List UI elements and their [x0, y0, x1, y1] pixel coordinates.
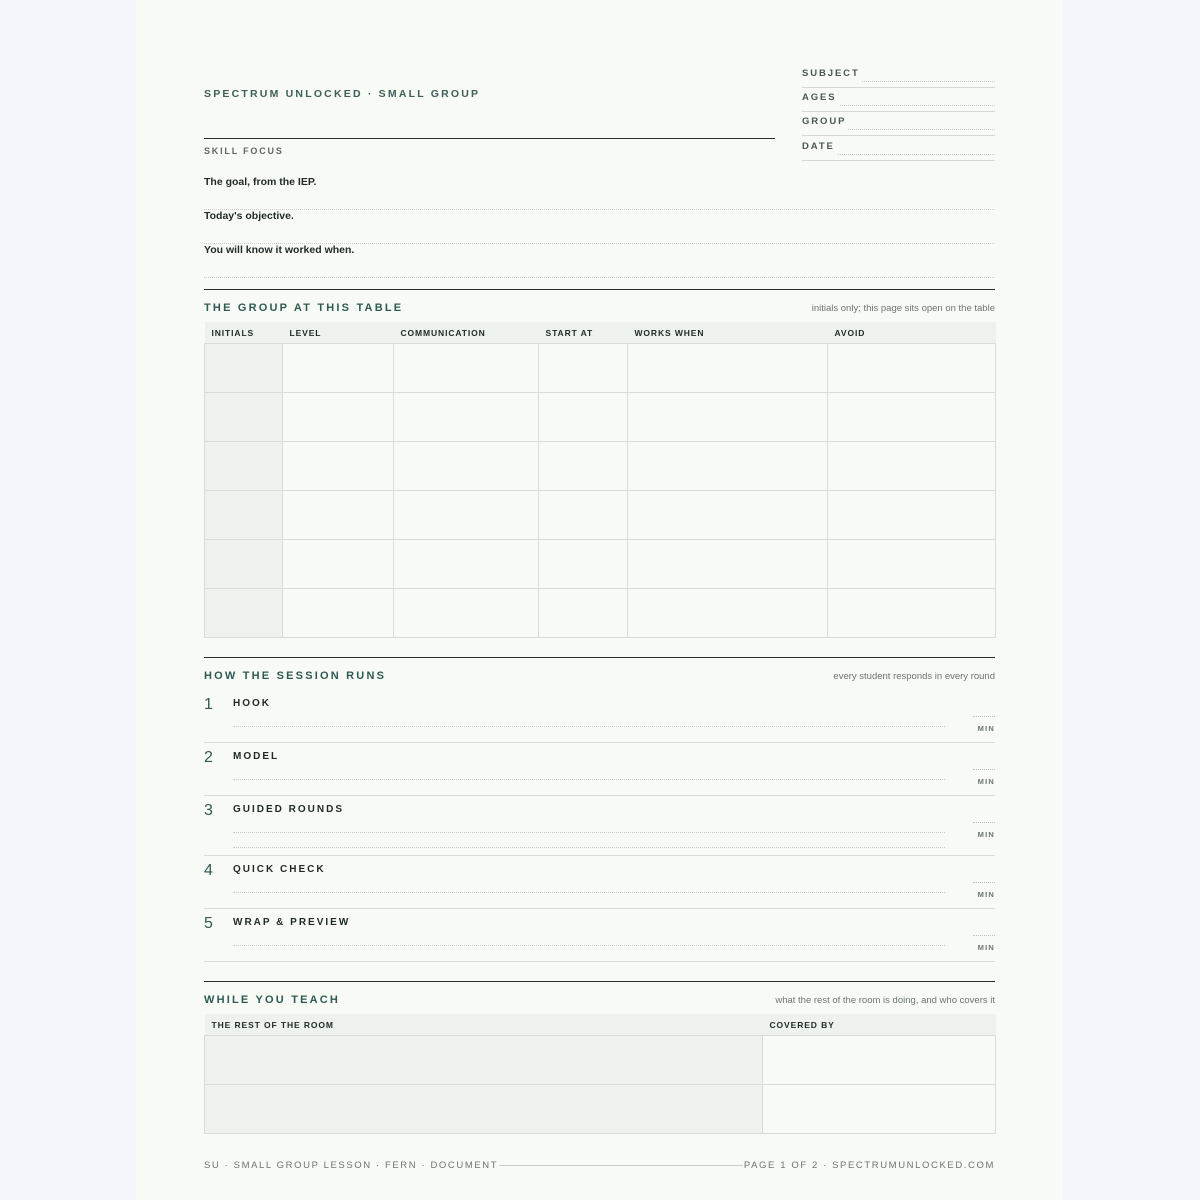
goal-objective[interactable] [204, 210, 995, 244]
meta-subject-label: SUBJECT [802, 68, 860, 79]
table-row [205, 442, 996, 491]
col-communication: COMMUNICATION [394, 322, 539, 344]
lesson-plan-page [136, 0, 1063, 1200]
footer-divider [499, 1165, 743, 1166]
step-label: HOOK [233, 698, 271, 709]
table-row [205, 393, 996, 442]
meta-group [802, 116, 995, 130]
section-rule [204, 289, 995, 290]
footer-right: PAGE 1 OF 2 · SPECTRUMUNLOCKED.COM [743, 1160, 995, 1171]
table-cell[interactable] [628, 344, 828, 393]
session-step[interactable] [204, 749, 995, 796]
min-label: MIN [977, 830, 995, 839]
session-section-title: HOW THE SESSION RUNS [204, 670, 387, 682]
teach-section-note: what the rest of the room is doing, and who covers it [775, 995, 995, 1006]
section-rule [204, 657, 995, 658]
min-label: MIN [977, 890, 995, 899]
col-rest-of-room: THE REST OF THE ROOM [205, 1014, 763, 1036]
covered-by-cell[interactable] [763, 1036, 996, 1085]
session-section-note: every student responds in every round [833, 671, 995, 682]
table-cell[interactable] [828, 540, 996, 589]
step-label: WRAP & PREVIEW [233, 917, 351, 928]
table-cell[interactable] [283, 589, 394, 638]
footer-left: SU · SMALL GROUP LESSON · FERN · DOCUMENT [204, 1160, 499, 1171]
teach-section-title: WHILE YOU TEACH [204, 994, 341, 1006]
min-label: MIN [977, 943, 995, 952]
session-step[interactable] [204, 696, 995, 743]
table-cell[interactable] [828, 393, 996, 442]
table-cell[interactable] [539, 589, 628, 638]
table-cell[interactable] [394, 344, 539, 393]
table-row [205, 491, 996, 540]
goal-iep-label: The goal, from the IEP. [204, 176, 317, 188]
col-initials: INITIALS [205, 322, 283, 344]
step-label: QUICK CHECK [233, 864, 326, 875]
table-cell[interactable] [205, 540, 283, 589]
table-cell[interactable] [283, 344, 394, 393]
table-cell[interactable] [539, 344, 628, 393]
col-covered-by: COVERED BY [763, 1014, 996, 1036]
table-cell[interactable] [394, 540, 539, 589]
step-number: 2 [204, 749, 213, 766]
goal-success[interactable] [204, 244, 995, 278]
col-works-when: WORKS WHEN [628, 322, 828, 344]
table-cell[interactable] [539, 491, 628, 540]
col-level: LEVEL [283, 322, 394, 344]
table-row [205, 344, 996, 393]
group-table [204, 322, 996, 638]
step-number: 1 [204, 696, 213, 713]
table-cell[interactable] [828, 589, 996, 638]
table-cell[interactable] [394, 589, 539, 638]
table-cell[interactable] [283, 491, 394, 540]
table-cell[interactable] [828, 442, 996, 491]
group-section-title: THE GROUP AT THIS TABLE [204, 302, 404, 314]
table-cell[interactable] [394, 393, 539, 442]
title-rule [204, 138, 775, 139]
goal-success-label: You will know it worked when. [204, 244, 355, 256]
table-cell[interactable] [539, 442, 628, 491]
session-step[interactable] [204, 862, 995, 909]
table-row [205, 1085, 996, 1134]
session-step[interactable] [204, 915, 995, 962]
table-row [205, 589, 996, 638]
col-avoid: AVOID [828, 322, 996, 344]
goal-iep[interactable] [204, 176, 995, 210]
group-section-note: initials only; this page sits open on the table [811, 303, 995, 314]
step-number: 3 [204, 802, 213, 819]
meta-date [802, 141, 995, 155]
table-cell[interactable] [539, 393, 628, 442]
meta-group-label: GROUP [802, 116, 847, 127]
table-cell[interactable] [628, 540, 828, 589]
rest-of-room-cell[interactable] [205, 1036, 763, 1085]
meta-subject [802, 68, 995, 82]
meta-date-label: DATE [802, 141, 835, 152]
table-cell[interactable] [283, 393, 394, 442]
meta-ages [802, 92, 995, 106]
table-cell[interactable] [628, 393, 828, 442]
meta-subject-field[interactable] [862, 81, 995, 82]
col-start-at: START AT [539, 322, 628, 344]
rest-of-room-cell[interactable] [205, 1085, 763, 1134]
table-cell[interactable] [628, 589, 828, 638]
step-label: GUIDED ROUNDS [233, 804, 345, 815]
step-number: 5 [204, 915, 213, 932]
teach-table [204, 1014, 996, 1134]
table-row [205, 540, 996, 589]
table-row [205, 1036, 996, 1085]
meta-ages-label: AGES [802, 92, 837, 103]
min-label: MIN [977, 724, 995, 733]
table-cell[interactable] [394, 491, 539, 540]
table-cell[interactable] [394, 442, 539, 491]
step-label: MODEL [233, 751, 280, 762]
meta-ages-field[interactable] [840, 105, 995, 106]
table-cell[interactable] [539, 540, 628, 589]
table-cell[interactable] [283, 540, 394, 589]
session-step[interactable] [204, 802, 995, 856]
table-cell[interactable] [283, 442, 394, 491]
skill-focus-label: SKILL FOCUS [204, 146, 284, 156]
table-cell[interactable] [205, 589, 283, 638]
covered-by-cell[interactable] [763, 1085, 996, 1134]
step-number: 4 [204, 862, 213, 879]
brand-title: SPECTRUM UNLOCKED · SMALL GROUP [204, 88, 481, 100]
table-cell[interactable] [828, 344, 996, 393]
table-cell[interactable] [205, 393, 283, 442]
min-label: MIN [977, 777, 995, 786]
table-cell[interactable] [828, 491, 996, 540]
table-cell[interactable] [205, 491, 283, 540]
table-cell[interactable] [205, 442, 283, 491]
meta-date-field[interactable] [838, 154, 995, 155]
meta-group-field[interactable] [848, 129, 995, 130]
table-cell[interactable] [628, 442, 828, 491]
table-cell[interactable] [205, 344, 283, 393]
table-cell[interactable] [628, 491, 828, 540]
goal-objective-label: Today's objective. [204, 210, 294, 222]
section-rule [204, 981, 995, 982]
